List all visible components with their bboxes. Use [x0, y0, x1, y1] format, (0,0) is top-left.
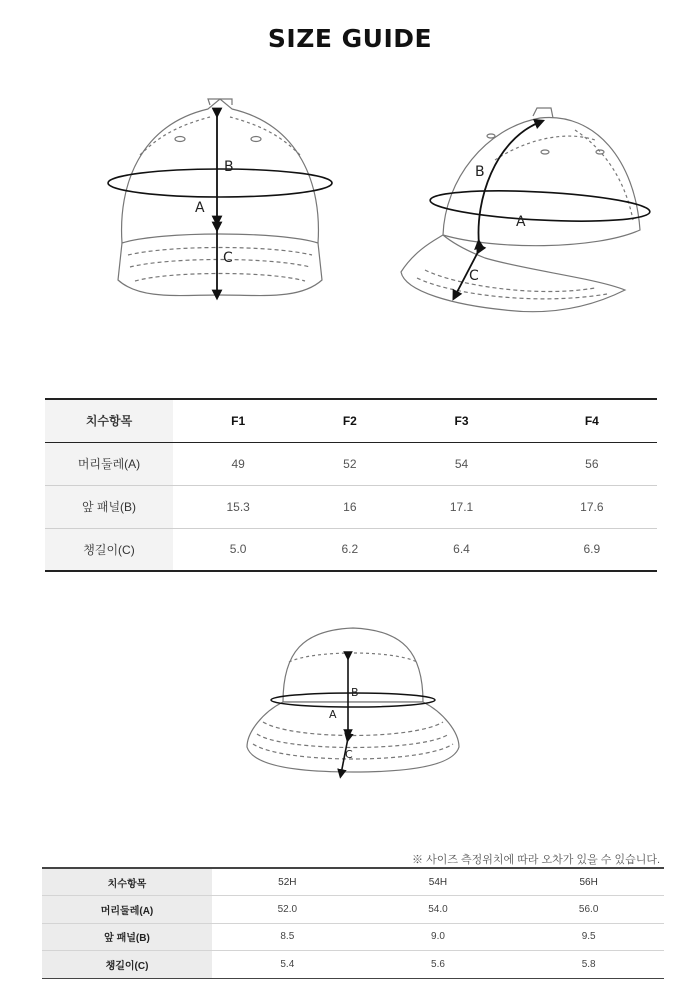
header-cell: F1	[173, 399, 303, 442]
measurement-note: ※ 사이즈 측정위치에 따라 오차가 있을 수 있습니다.	[412, 854, 660, 866]
table-cell: 6.9	[527, 528, 657, 571]
header-cell: F2	[303, 399, 396, 442]
label-c: C	[223, 250, 233, 266]
row-label: 머리둘레(A)	[42, 896, 212, 924]
label-a: A	[516, 214, 526, 230]
table-header-row	[45, 399, 657, 442]
bucket-hat-diagram	[243, 622, 463, 782]
row-label: 앞 패널(B)	[42, 923, 212, 951]
header-cell: 치수항목	[45, 399, 173, 442]
row-label: 머리둘레(A)	[45, 442, 173, 485]
table-cell: 9.0	[363, 923, 514, 951]
page-title: SIZE GUIDE	[267, 24, 433, 53]
label-c: C	[345, 748, 353, 761]
table-cell: 56.0	[513, 896, 664, 924]
table-header-row	[42, 868, 664, 896]
table-cell: 54	[396, 442, 526, 485]
table-row	[45, 442, 657, 485]
table-cell: 52.0	[212, 896, 363, 924]
table-row	[42, 951, 664, 979]
cap-front-diagram	[100, 95, 340, 315]
row-label: 앞 패널(B)	[45, 485, 173, 528]
header-cell: 54H	[363, 868, 514, 896]
table-cell: 5.4	[212, 951, 363, 979]
table-cell: 9.5	[513, 923, 664, 951]
table-cell: 52	[303, 442, 396, 485]
table-cell: 6.2	[303, 528, 396, 571]
table-row	[42, 923, 664, 951]
header-cell: 56H	[513, 868, 664, 896]
label-b: B	[475, 164, 485, 180]
bucket-size-table	[42, 867, 664, 979]
table-row	[42, 896, 664, 924]
header-cell: 치수항목	[42, 868, 212, 896]
label-c: C	[469, 268, 479, 284]
table-row	[45, 485, 657, 528]
table-cell: 15.3	[173, 485, 303, 528]
table-cell: 5.8	[513, 951, 664, 979]
row-label: 챙길이(C)	[45, 528, 173, 571]
table-cell: 56	[527, 442, 657, 485]
table-cell: 5.0	[173, 528, 303, 571]
table-row	[45, 528, 657, 571]
table-cell: 16	[303, 485, 396, 528]
label-a: A	[195, 200, 205, 216]
header-cell: F4	[527, 399, 657, 442]
cap-side-diagram	[395, 100, 665, 320]
table-cell: 17.6	[527, 485, 657, 528]
table-cell: 17.1	[396, 485, 526, 528]
label-b: B	[224, 159, 234, 175]
row-label: 챙길이(C)	[42, 951, 212, 979]
label-b: B	[351, 686, 359, 699]
table-cell: 6.4	[396, 528, 526, 571]
header-cell: 52H	[212, 868, 363, 896]
table-cell: 49	[173, 442, 303, 485]
table-cell: 8.5	[212, 923, 363, 951]
header-cell: F3	[396, 399, 526, 442]
table-cell: 54.0	[363, 896, 514, 924]
label-a: A	[329, 708, 337, 721]
table-cell: 5.6	[363, 951, 514, 979]
cap-size-table	[45, 398, 657, 572]
